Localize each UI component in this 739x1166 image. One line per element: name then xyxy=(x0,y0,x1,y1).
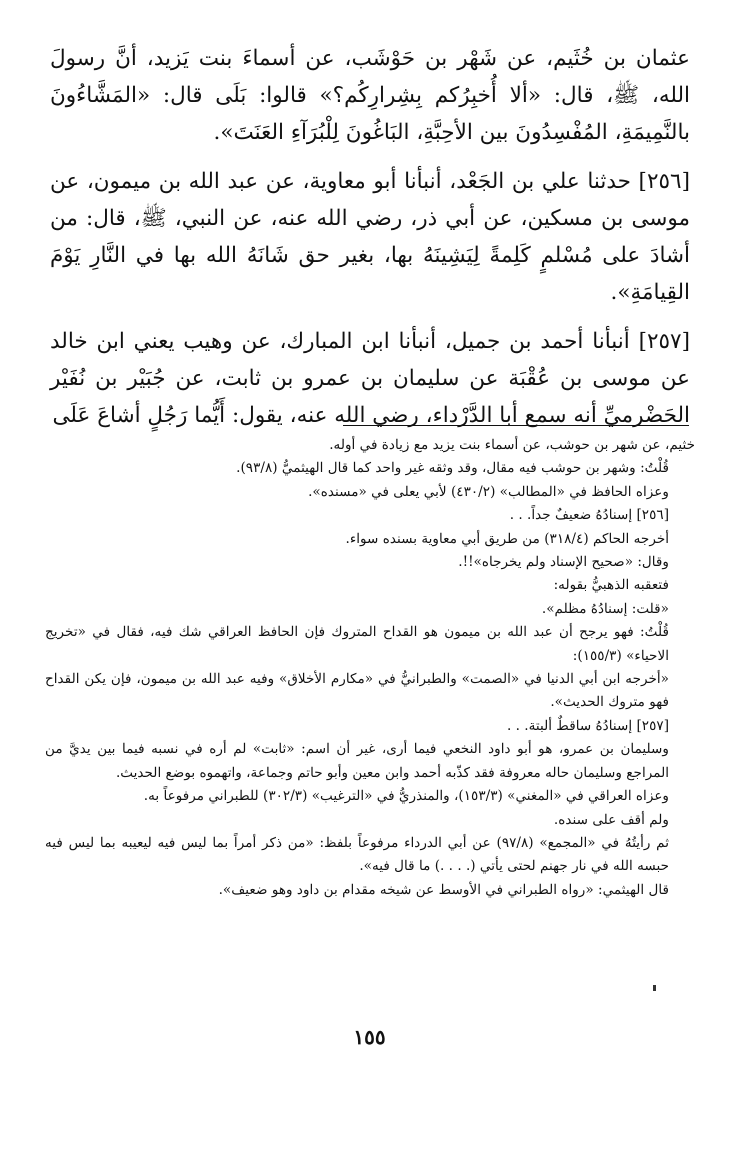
footnotes xyxy=(45,434,695,902)
hadith-paragraph-256: [٢٥٦] حدثنا علي بن الجَعْد، أنبأنا أبو معاوية، عن عبد الله بن ميمون، عن موسى بن مسكين، عن أبي ذر، رضي الله عنه، عن النبي، ﷺ، قال: من أشادَ على مُسْلمٍ كَلِمةً لِيَشِينَهُ بها، بغير حق شَانَهُ الله بها في النَّارِ يَوْمَ القِيامَةِ». xyxy=(50,169,690,305)
footnote-line: ثم رأيتُهُ في «المجمع» (٩٧/٨) عن أبي الدرداء مرفوعاً بلفظ: «من ذكر أمراً بما ليس فيه ليعيبه بما ليس فيه حبسه الله في نار جهنم لحتى يأتي (. . . .) ما قال فيه». xyxy=(45,834,669,875)
footnote-line: فتعقبه الذهبيُّ بقوله: xyxy=(553,577,669,594)
footnote-line: خثيم، عن شهر بن حوشب، عن أسماء بنت يزيد مع زيادة في أوله. xyxy=(329,437,695,453)
footnote-heading-256: [٢٥٦] إسنادُهُ ضعيفٌ جداً. . . xyxy=(509,507,669,524)
hadith-paragraph-257: [٢٥٧] أنبأنا أحمد بن جميل، أنبأنا ابن المبارك، عن وهيب يعني ابن خالد عن موسى بن عُقْبَة عن سليمان بن عمرو بن ثابت، عن جُبَيْر بن نُفَيْر الحَضْرميِّ أنه سمع أبا الدَّرْداء، رضي الله عنه، يقول: أَيُّما رَجُلٍ أشاعَ عَلَى xyxy=(50,329,690,428)
footnote-line: وقال: «صحيح الإسناد ولم يخرجاه»!!. xyxy=(458,554,669,571)
page-number: ١٥٥ xyxy=(353,1025,386,1049)
main-text xyxy=(50,40,690,446)
hadith-paragraph-continuation: عثمان بن خُثَيم، عن شَهْر بن حَوْشَب، عن أسماءَ بنت يَزيد، أنَّ رسولَ الله، ﷺ، قال: «ألا أُخبِرُكم بِشِرارِكُم؟» قالوا: بَلَى قال: «المَشَّاءُونَ بالنَّمِيمَةِ، المُفْسِدُونَ بين الأحِبَّةِ، البَاغُونَ لِلْبُرَآءِ العَنَتَ». xyxy=(50,46,690,145)
footnote-heading-257: [٢٥٧] إسنادُهُ ساقطٌ ألبتة. . . xyxy=(506,717,669,734)
footnote-line: قال الهيثمي: «رواه الطبراني في الأوسط عن شيخه مقدام بن داود وهو ضعيف». xyxy=(218,881,669,898)
footnote-line: «أخرجه ابن أبي الدنيا في «الصمت» والطبرانيُّ في «مكارم الأخلاق» وفيه عبد الله بن ميمون، فإن يكن القداح فهو متروك الحديث». xyxy=(45,671,669,711)
footnote-line: قُلْتُ: فهو يرجح أن عبد الله بن ميمون هو القداح المتروك فإن الحافظ العراقي شك فيه، فقال في «تخريج الاحياء» (١٥٥/٣): xyxy=(45,624,669,664)
footnote-line: وعزاه العراقي في «المغني» (١٥٣/٣)، والمنذريُّ في «الترغيب» (٣٠٢/٣) للطبراني مرفوعاً به. xyxy=(143,788,669,805)
stray-mark xyxy=(653,985,656,991)
footnote-line: وسليمان بن عمرو، هو أبو داود النخعي فيما أرى، غير أن اسم: «ثابت» لم أره في نسبه فيما بين يديَّ من المراجع وسليمان حاله معروفة فقد كذّبه أحمد وابن معين وأبو حاتم وجماعة، واتهموه بوضع الحديث. xyxy=(45,741,669,781)
footnote-line: ولم أقف على سنده. xyxy=(553,811,669,828)
footnote-line: قُلْتُ: وشهر بن حوشب فيه مقال، وقد وثقه غير واحد كما قال الهيثميُّ (٩٣/٨). xyxy=(236,460,669,477)
footnote-separator xyxy=(343,425,689,426)
footnote-line: «قلت: إسنادُهُ مظلم». xyxy=(541,600,669,617)
footnote-line: وعزاه الحافظ في «المطالب» (٤٣٠/٢) لأبي يعلى في «مسنده». xyxy=(308,483,669,500)
footnote-line: أخرجه الحاكم (٣١٨/٤) من طريق أبي معاوية بسنده سواء. xyxy=(345,530,669,547)
